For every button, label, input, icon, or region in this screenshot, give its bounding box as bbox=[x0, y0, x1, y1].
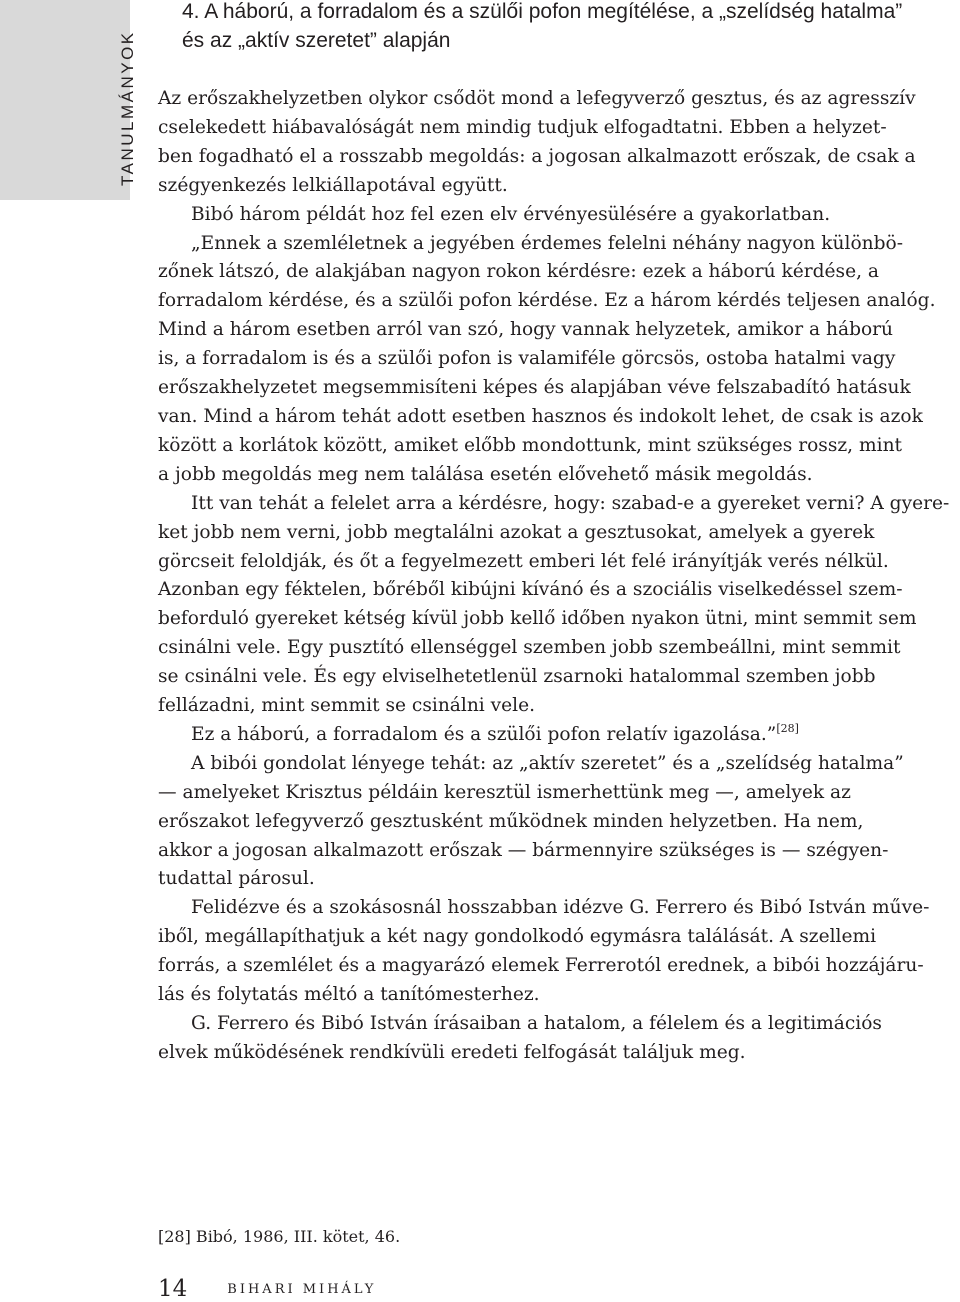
text-line-content: Ez a háború, a forradalom és a szülői pofon relatív igazolása.” bbox=[191, 723, 777, 745]
text-line: se csinálni vele. És egy elviselhetetlenül zsarnoki hatalommal szemben jobb bbox=[158, 666, 876, 688]
page-footer bbox=[158, 1276, 376, 1302]
text-line bbox=[158, 721, 958, 750]
text-line: akkor a jogosan alkalmazott erőszak — bármennyire szükséges is — szégyen- bbox=[158, 839, 889, 861]
footnote-reference[interactable]: [28] bbox=[776, 721, 799, 735]
text-line: zőnek látszó, de alakjában nagyon rokon kérdésre: ezek a háború kérdése, a bbox=[158, 261, 880, 283]
text-line: Az erőszakhelyzetben olykor csődöt mond a lefegyverző gesztus, és az agresszív bbox=[158, 88, 916, 109]
text-line: — amelyeket Krisztus példáin keresztül ismerhettünk meg —, amelyek az bbox=[158, 781, 851, 803]
text-line: erőszakhelyzetet megsemmisíteni képes és alapjában véve felszabadító hatásuk bbox=[158, 377, 911, 399]
text-line: a jobb megoldás meg nem találása esetén elővehető másik megoldás. bbox=[158, 463, 813, 485]
footnote: [28] Bibó, 1986, III. kötet, 46. bbox=[158, 1227, 401, 1246]
text-line: között a korlátok között, amiket előbb mondottunk, mint szükséges rossz, mint bbox=[158, 434, 903, 456]
text-line: iből, megállapíthatjuk a két nagy gondolkodó egymásra találását. A szellemi bbox=[158, 926, 877, 948]
text-line: elvek működésének rendkívüli eredeti felfogását találjuk meg. bbox=[158, 1041, 746, 1063]
running-author: BIHARI MIHÁLY bbox=[227, 1282, 377, 1297]
body-text bbox=[158, 85, 958, 1068]
text-line: lás és folytatás méltó a tanítómesterhez. bbox=[158, 984, 540, 1006]
text-line: Felidézve és a szokásosnál hosszabban idézve G. Ferrero és Bibó István műve- bbox=[191, 897, 930, 919]
text-line: csinálni vele. Egy pusztító ellenséggel szemben jobb szembeállni, mint semmit bbox=[158, 637, 901, 659]
text-line: forradalom kérdése, és a szülői pofon kérdése. Ez a három kérdés teljesen analóg. bbox=[158, 290, 936, 312]
text-line: ket jobb nem verni, jobb megtalálni azokat a gesztusokat, amelyek a gyerek bbox=[158, 521, 875, 543]
section-heading bbox=[182, 0, 960, 55]
text-line: szégyenkezés lelkiállapotával együtt. bbox=[158, 174, 508, 196]
text-line: ben fogadható el a rosszabb megoldás: a jogosan alkalmazott erőszak, de csak a bbox=[158, 145, 916, 167]
text-line: erőszakot lefegyverző gesztusként működnek minden helyzetben. Ha nem, bbox=[158, 810, 864, 832]
text-line: tudattal párosul. bbox=[158, 868, 315, 890]
text-line: Bibó három példát hoz fel ezen elv érvényesülésére a gyakorlatban. bbox=[191, 203, 831, 225]
text-line: Azonban egy féktelen, bőréből kibújni kívánó és a szociális viselkedéssel szem- bbox=[158, 579, 903, 601]
section-tab-label: TANULMÁNYOK bbox=[118, 30, 137, 186]
text-line: Mind a három esetben arról van szó, hogy vannak helyzetek, amikor a háború bbox=[158, 319, 894, 341]
text-line: forrás, a szemlélet és a magyarázó elemek Ferrerotól erednek, a bibói hozzájáru- bbox=[158, 955, 924, 977]
text-line: beforduló gyereket kétség kívül jobb kellő időben nyakon ütni, mint semmit sem bbox=[158, 608, 917, 630]
text-line: is, a forradalom is és a szülői pofon is valamiféle görcsös, ostoba hatalmi vagy bbox=[158, 348, 896, 370]
text-line: A bibói gondolat lényege tehát: az „aktív szeretet” és a „szelídség hatalma” bbox=[191, 752, 904, 774]
section-heading-line-2: és az „aktív szeretet” alapján bbox=[182, 29, 451, 52]
text-line: G. Ferrero és Bibó István írásaiban a hatalom, a félelem és a legitimációs bbox=[191, 1013, 882, 1034]
text-line: van. Mind a három tehát adott esetben hasznos és indokolt lehet, de csak is azok bbox=[158, 405, 923, 427]
text-line: görcseit feloldják, és őt a fegyelmezett emberi lét felé irányítják verés nélkül. bbox=[158, 550, 889, 572]
text-line: Itt van tehát a felelet arra a kérdésre, hogy: szabad-e a gyereket verni? A gyere- bbox=[191, 492, 950, 514]
text-line: cselekedett hiábavalóságát nem mindig tudjuk elfogadtatni. Ebben a helyzet- bbox=[158, 116, 887, 138]
text-line: fellázadni, mint semmit se csinálni vele. bbox=[158, 695, 536, 717]
page-number: 14 bbox=[158, 1276, 188, 1302]
section-tab bbox=[0, 0, 137, 200]
text-line: „Ennek a szemléletnek a jegyében érdemes felelni néhány nagyon különbö- bbox=[191, 232, 904, 254]
section-heading-line-1: 4. A háború, a forradalom és a szülői pofon megítélése, a „szelídség hatalma” bbox=[182, 0, 903, 23]
